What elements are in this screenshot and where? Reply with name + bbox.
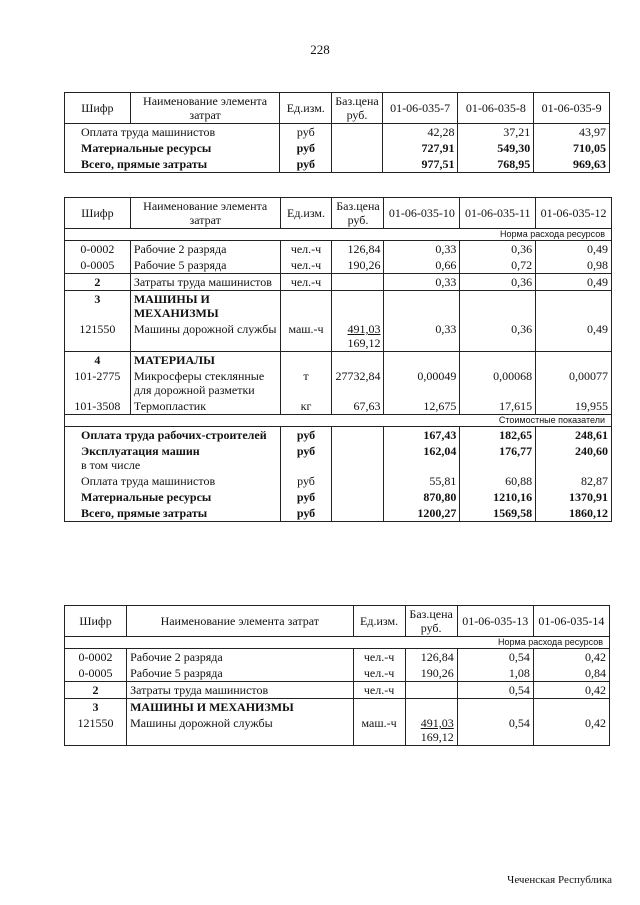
row-value: 0,33 (384, 274, 460, 291)
row-name: Материальные ресурсы (65, 489, 281, 505)
row-unit: руб (280, 156, 332, 173)
row-code: 2 (65, 682, 127, 699)
row-name: Термопластик (130, 398, 280, 415)
table-row (65, 321, 612, 352)
row-code: 121550 (65, 321, 131, 352)
row-value: 549,30 (458, 140, 534, 156)
row-code: 2 (65, 274, 131, 291)
row-price (405, 715, 457, 746)
section-heading: МАШИНЫ И МЕХАНИЗМЫ (127, 699, 353, 716)
row-name: Микросферы стеклянные для дорожной разметки (130, 368, 280, 398)
col-header-price: Баз.цена руб. (332, 198, 384, 229)
row-unit: руб (280, 140, 332, 156)
table-row (65, 665, 610, 682)
cost-table-2 (64, 197, 612, 522)
table-header-row (65, 198, 612, 229)
row-value: 182,65 (460, 427, 536, 444)
row-value: 727,91 (382, 140, 458, 156)
row-value: 1210,16 (460, 489, 536, 505)
row-value: 0,54 (457, 715, 533, 746)
row-name: Рабочие 5 разряда (127, 665, 353, 682)
table-row (65, 398, 612, 415)
row-value: 37,21 (458, 124, 534, 141)
table-row (65, 715, 610, 746)
section-label-row (65, 637, 610, 649)
col-header-code-col: 01-06-035-7 (382, 93, 458, 124)
row-value: 0,33 (384, 321, 460, 352)
row-name: Рабочие 5 разряда (130, 257, 280, 274)
row-value: 870,80 (384, 489, 460, 505)
row-name: Затраты труда машинистов (130, 274, 280, 291)
row-code: 0-0005 (65, 257, 131, 274)
row-value: 0,42 (533, 682, 609, 699)
row-name: Всего, прямые затраты (65, 505, 281, 522)
row-name (65, 443, 281, 473)
row-code: 0-0002 (65, 241, 131, 258)
col-header-unit: Ед.изм. (353, 606, 405, 637)
table-header-row (65, 606, 610, 637)
row-value: 0,84 (533, 665, 609, 682)
table-row (65, 368, 612, 398)
section-label-row (65, 229, 612, 241)
row-value: 710,05 (534, 140, 610, 156)
row-unit: руб (280, 443, 332, 473)
section-label-costs: Стоимостные показатели (65, 415, 612, 427)
row-unit: чел.-ч (280, 241, 332, 258)
row-value: 162,04 (384, 443, 460, 473)
row-name: Оплата труда машинистов (65, 124, 280, 141)
row-value: 82,87 (536, 473, 612, 489)
table-row (65, 649, 610, 666)
table-row (65, 140, 610, 156)
row-unit: маш.-ч (353, 715, 405, 746)
col-header-unit: Ед.изм. (280, 93, 332, 124)
row-price: 190,26 (405, 665, 457, 682)
col-header-code-col: 01-06-035-10 (384, 198, 460, 229)
row-value: 0,00077 (536, 368, 612, 398)
table-row (65, 473, 612, 489)
section-label-norms: Норма расхода ресурсов (65, 229, 612, 241)
row-unit: чел.-ч (353, 682, 405, 699)
row-code: 101-2775 (65, 368, 131, 398)
row-name: Материальные ресурсы (65, 140, 280, 156)
row-unit: руб (280, 427, 332, 444)
row-name-sub: в том числе (81, 458, 141, 472)
row-value: 42,28 (382, 124, 458, 141)
row-name: Затраты труда машинистов (127, 682, 353, 699)
price-bottom: 169,12 (420, 730, 454, 744)
col-header-code-col: 01-06-035-14 (533, 606, 609, 637)
col-header-code: Шифр (65, 198, 131, 229)
row-code: 0-0005 (65, 665, 127, 682)
row-price: 27732,84 (332, 368, 384, 398)
col-header-price: Баз.цена руб. (332, 93, 382, 124)
row-value: 0,33 (384, 241, 460, 258)
row-name: Машины дорожной службы (130, 321, 280, 352)
row-value: 1,08 (457, 665, 533, 682)
row-name: Оплата труда машинистов (65, 473, 281, 489)
row-value: 0,42 (533, 649, 609, 666)
row-value: 19,955 (536, 398, 612, 415)
row-value: 0,42 (533, 715, 609, 746)
row-value: 43,97 (534, 124, 610, 141)
row-price: 126,84 (332, 241, 384, 258)
row-value: 1860,12 (536, 505, 612, 522)
row-code: 101-3508 (65, 398, 131, 415)
row-unit: руб (280, 124, 332, 141)
row-value: 1370,91 (536, 489, 612, 505)
row-code: 0-0002 (65, 649, 127, 666)
row-unit: руб (280, 505, 332, 522)
table-row (65, 443, 612, 473)
row-unit: т (280, 368, 332, 398)
row-value: 248,61 (536, 427, 612, 444)
row-value: 55,81 (384, 473, 460, 489)
row-price (332, 321, 384, 352)
table-header-row (65, 93, 610, 124)
row-value: 768,95 (458, 156, 534, 173)
section-label-norms: Норма расхода ресурсов (65, 637, 610, 649)
col-header-code: Шифр (65, 606, 127, 637)
col-header-code-col: 01-06-035-8 (458, 93, 534, 124)
row-value: 17,615 (460, 398, 536, 415)
col-header-name: Наименование элемента затрат (127, 606, 353, 637)
row-price: 190,26 (332, 257, 384, 274)
row-unit: руб (280, 489, 332, 505)
row-value: 0,49 (536, 241, 612, 258)
row-name: Машины дорожной службы (127, 715, 353, 746)
col-header-code-col: 01-06-035-12 (536, 198, 612, 229)
row-value: 60,88 (460, 473, 536, 489)
row-value: 0,36 (460, 241, 536, 258)
row-name: Всего, прямые затраты (65, 156, 280, 173)
price-top: 491,03 (347, 322, 381, 336)
table-row (65, 124, 610, 141)
table-row (65, 489, 612, 505)
row-name: Рабочие 2 разряда (127, 649, 353, 666)
col-header-unit: Ед.изм. (280, 198, 332, 229)
cost-table-3 (64, 605, 610, 746)
row-unit: маш.-ч (280, 321, 332, 352)
row-value: 240,60 (536, 443, 612, 473)
table-row (65, 352, 612, 369)
row-code: 3 (65, 291, 131, 322)
section-heading: МАШИНЫ И МЕХАНИЗМЫ (130, 291, 280, 322)
section-label-row (65, 415, 612, 427)
table-row (65, 427, 612, 444)
price-top: 491,03 (420, 716, 454, 730)
row-value: 0,49 (536, 321, 612, 352)
row-value: 969,63 (534, 156, 610, 173)
table-row (65, 291, 612, 322)
col-header-code: Шифр (65, 93, 131, 124)
row-unit: чел.-ч (280, 274, 332, 291)
row-name-main: Эксплуатация машин (81, 444, 200, 458)
table-row (65, 505, 612, 522)
section-heading: МАТЕРИАЛЫ (130, 352, 280, 369)
table-row (65, 156, 610, 173)
row-value: 0,00068 (460, 368, 536, 398)
col-header-code-col: 01-06-035-9 (534, 93, 610, 124)
row-value: 977,51 (382, 156, 458, 173)
col-header-code-col: 01-06-035-11 (460, 198, 536, 229)
table-row (65, 682, 610, 699)
table-row (65, 699, 610, 716)
row-code: 4 (65, 352, 131, 369)
page-number: 228 (310, 42, 330, 57)
row-unit: чел.-ч (353, 665, 405, 682)
row-unit: кг (280, 398, 332, 415)
row-price: 67,63 (332, 398, 384, 415)
row-value: 12,675 (384, 398, 460, 415)
row-code: 3 (65, 699, 127, 716)
row-price: 126,84 (405, 649, 457, 666)
row-value: 0,00049 (384, 368, 460, 398)
row-value: 0,72 (460, 257, 536, 274)
footer-region: Чеченская Республика (507, 874, 612, 886)
row-value: 0,54 (457, 682, 533, 699)
row-value: 0,98 (536, 257, 612, 274)
row-value: 0,36 (460, 274, 536, 291)
col-header-price: Баз.цена руб. (405, 606, 457, 637)
row-value: 1200,27 (384, 505, 460, 522)
row-value: 0,54 (457, 649, 533, 666)
table-row (65, 257, 612, 274)
row-name: Оплата труда рабочих-строителей (65, 427, 281, 444)
row-value: 0,66 (384, 257, 460, 274)
row-unit: чел.-ч (280, 257, 332, 274)
cost-table-1 (64, 92, 610, 173)
row-value: 167,43 (384, 427, 460, 444)
col-header-name: Наименование элемента затрат (130, 93, 280, 124)
row-value: 1569,58 (460, 505, 536, 522)
row-value: 0,36 (460, 321, 536, 352)
row-unit: руб (280, 473, 332, 489)
row-code: 121550 (65, 715, 127, 746)
table-row (65, 274, 612, 291)
col-header-name: Наименование элемента затрат (130, 198, 280, 229)
row-unit: чел.-ч (353, 649, 405, 666)
col-header-code-col: 01-06-035-13 (457, 606, 533, 637)
row-value: 0,49 (536, 274, 612, 291)
row-name: Рабочие 2 разряда (130, 241, 280, 258)
price-bottom: 169,12 (347, 336, 381, 350)
row-value: 176,77 (460, 443, 536, 473)
table-row (65, 241, 612, 258)
